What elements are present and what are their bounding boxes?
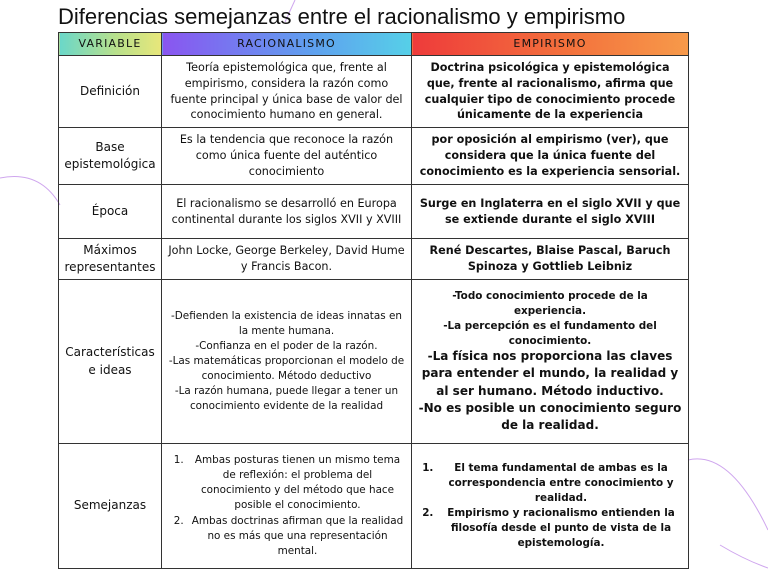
row-epoca	[59, 185, 689, 239]
row-maximos	[59, 239, 689, 280]
racionalismo-base: Es la tendencia que reconoce la razón como única fuente del auténtico conocimiento	[162, 128, 412, 185]
label-caracteristicas: Características e ideas	[59, 280, 162, 444]
empirismo-caracteristica-1: -Todo conocimiento procede de la experiencia.	[452, 290, 648, 318]
racionalismo-caracteristica-1: -Defienden la existencia de ideas innatas en la mente humana.	[171, 309, 402, 337]
empirismo-caracteristicas	[412, 280, 689, 444]
label-semejanzas: Semejanzas	[59, 444, 162, 569]
empirismo-definicion: Doctrina psicológica y epistemológica que, frente al racionalismo, afirma que cualquier tipo de conocimiento procede únicamente de la experiencia	[412, 56, 689, 128]
racionalismo-caracteristicas	[162, 280, 412, 444]
row-semejanzas	[59, 444, 689, 569]
header-racionalismo: RACIONALISMO	[162, 33, 412, 56]
empirismo-epoca: Surge en Inglaterra en el siglo XVII y que se extiende durante el siglo XVIII	[412, 185, 689, 239]
racionalismo-caracteristica-2: -Confianza en el poder de la razón.	[195, 339, 378, 352]
comparison-table	[58, 32, 689, 569]
label-definicion: Definición	[59, 56, 162, 128]
racionalismo-definicion: Teoría epistemológica que, frente al empirismo, considera la razón como fuente principal y única base de valor del conocimiento humano en general.	[162, 56, 412, 128]
racionalismo-maximos: John Locke, George Berkeley, David Hume y Francis Bacon.	[162, 239, 412, 280]
empirismo-caracteristica-3: -La física nos proporciona las claves para entender el mundo, la realidad y al ser humano. Método inductivo.	[421, 349, 679, 398]
header-variable: VARIABLE	[59, 33, 162, 56]
label-epoca: Época	[59, 185, 162, 239]
racionalismo-epoca: El racionalismo se desarrolló en Europa continental durante los siglos XVII y XVIII	[162, 185, 412, 239]
empirismo-semejanzas	[412, 444, 689, 569]
label-maximos: Máximos representantes	[59, 239, 162, 280]
racionalismo-semejanza-2: 2. Ambas doctrinas afirman que la realidad no es más que una representación mental.	[187, 514, 408, 559]
row-definicion	[59, 56, 689, 128]
header-empirismo: EMPIRISMO	[412, 33, 689, 56]
row-base	[59, 128, 689, 185]
empirismo-caracteristica-2: -La percepción es el fundamento del conocimiento.	[443, 319, 657, 347]
empirismo-caracteristica-4: -No es posible un conocimiento seguro de la realidad.	[418, 400, 682, 432]
empirismo-maximos: René Descartes, Blaise Pascal, Baruch Spinoza y Gottlieb Leibniz	[412, 239, 689, 280]
racionalismo-caracteristica-4: -La razón humana, puede llegar a tener un conocimiento evidente de la realidad	[174, 385, 399, 413]
empirismo-semejanza-2: 2. Empirismo y racionalismo entienden la filosofía desde el punto de vista de la epistemología.	[437, 506, 685, 551]
label-base: Base epistemológica	[59, 128, 162, 185]
empirismo-semejanza-1: 1. El tema fundamental de ambas es la correspondencia entre conocimiento y realidad.	[437, 461, 685, 506]
header-row	[59, 33, 689, 56]
empirismo-base: por oposición al empirismo (ver), que considera que la única fuente del conocimiento es la experiencia sensorial.	[412, 128, 689, 185]
racionalismo-semejanzas	[162, 444, 412, 569]
page-title: Diferencias semejanzas entre el racionalismo y empirismo	[58, 4, 626, 29]
racionalismo-caracteristica-3: -Las matemáticas proporcionan el modelo de conocimiento. Método deductivo	[168, 354, 405, 383]
racionalismo-semejanza-1: 1. Ambas posturas tienen un mismo tema de reflexión: el problema del conocimiento y del método que hace posible el conocimiento.	[187, 453, 408, 513]
row-caracteristicas	[59, 280, 689, 444]
